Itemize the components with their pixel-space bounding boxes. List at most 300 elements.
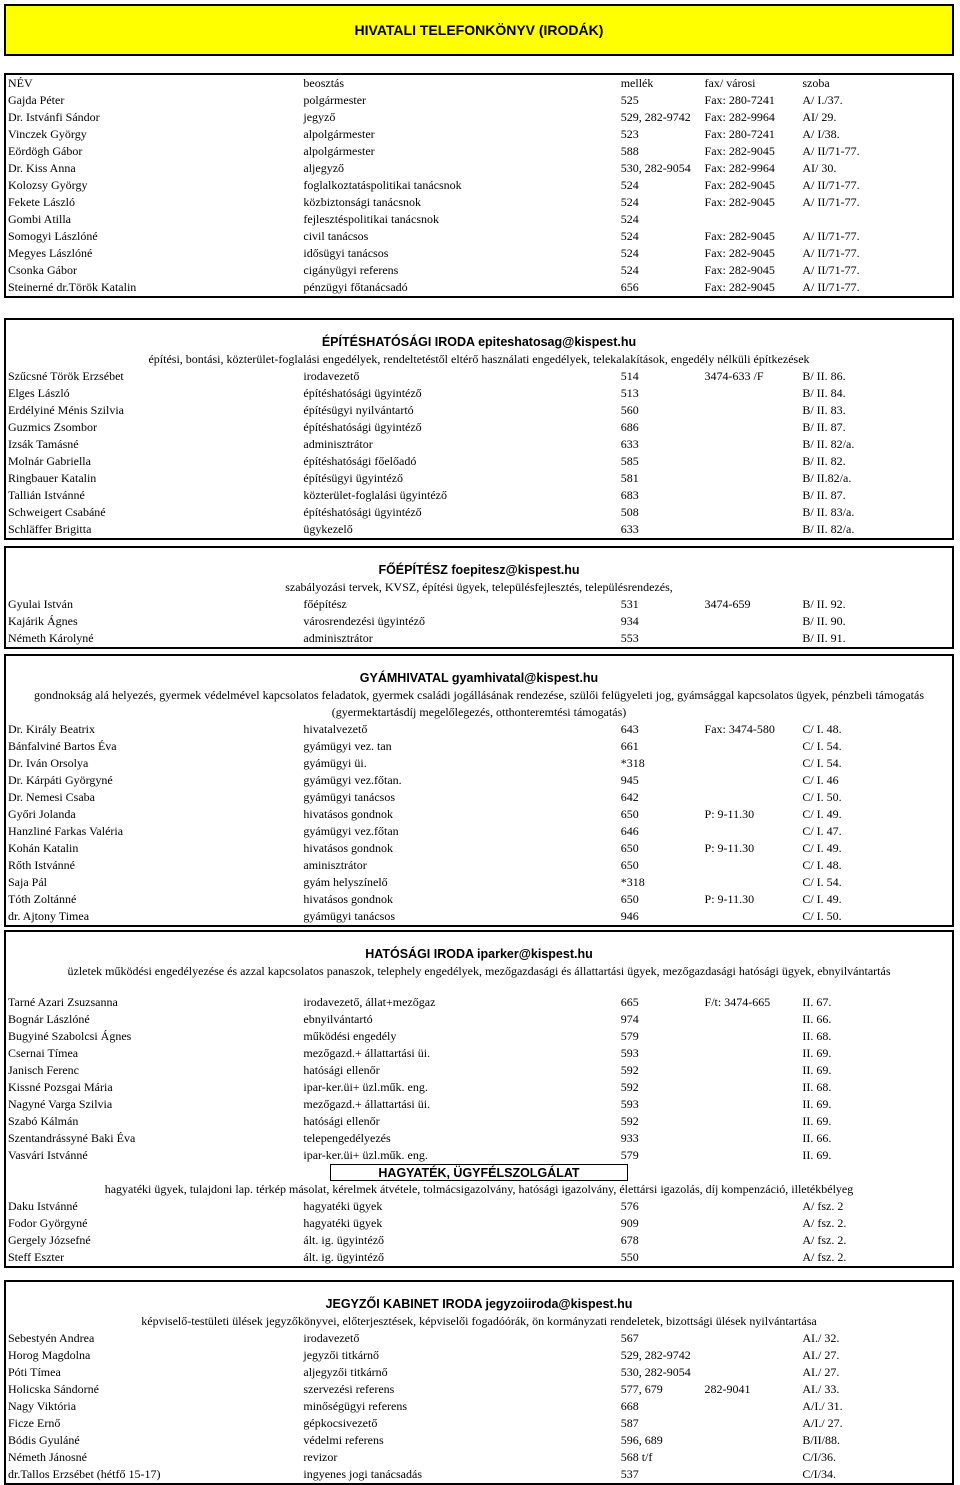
fax-cell [705,385,803,402]
fax-cell [705,402,803,419]
table-row [6,789,952,806]
extension-cell: 537 [620,1467,639,1481]
position-cell: irodavezető, állat+mezőgaz [303,995,436,1009]
name-cell: Steff Eszter [8,1250,65,1264]
table-row [6,470,952,487]
position-cell: építésügyi nyilvántartó [303,403,414,417]
room-cell: A/I./ 31. [802,1399,843,1413]
room-cell: A/ fsz. 2 [802,1199,844,1213]
section-spacer [6,656,952,670]
position-cell: civil tanácsos [303,229,369,243]
extension-cell: 513 [620,386,639,400]
extension-cell: 530, 282-9054 [620,161,691,175]
extension-cell: 525 [620,93,639,107]
room-cell: B/ II. 92. [802,597,846,611]
name-cell: Schweigert Csabáné [8,505,106,519]
fax-cell [705,1215,803,1232]
extension-cell: 592 [620,1114,639,1128]
extension-cell: 514 [620,369,639,383]
extension-cell: mellék [620,76,654,90]
name-cell: Tóth Zoltánné [8,892,77,906]
position-cell: ingyenes jogi tanácsadás [303,1467,423,1481]
extension-cell: 579 [620,1029,639,1043]
table-row [6,1432,952,1449]
table-row [6,521,952,538]
room-cell: B/ II. 87. [802,488,846,502]
room-cell: A/ II/71-77. [802,178,860,192]
name-cell: Gergely Józsefné [8,1233,91,1247]
room-cell: A/ I/38. [802,127,840,141]
fax-cell [705,419,803,436]
fax-cell [705,1364,803,1381]
name-cell: Vinczek György [8,127,87,141]
name-cell: Schläffer Brigitta [8,522,92,536]
name-cell: Sebestyén Andrea [8,1331,95,1345]
name-cell: NÉV [8,76,33,90]
fax-cell: Fax: 282-9964 [704,110,775,124]
room-cell: II. 69. [802,1148,832,1162]
extension-cell: 650 [620,807,639,821]
position-cell: gépkocsivezető [303,1416,378,1430]
extension-cell: 508 [620,505,639,519]
fax-cell [705,1232,803,1249]
fax-cell [705,1045,803,1062]
position-cell: revizor [303,1450,338,1464]
position-cell: hivatásos gondnok [303,892,394,906]
fax-cell [705,436,803,453]
name-cell: Bugyiné Szabolcsi Ágnes [8,1029,132,1043]
room-cell: B/ II. 91. [802,631,846,645]
position-cell: hagyatéki ügyek [303,1216,383,1230]
room-cell: C/ I. 54. [802,739,842,753]
room-cell: B/ II. 82. [802,454,846,468]
name-cell: Hanzliné Farkas Valéria [8,824,124,838]
fax-cell [705,1011,803,1028]
table-row [6,160,952,177]
extension-cell: 524 [620,178,639,192]
section-description: képviselő-testületi ülések jegyzőkönyvei, előterjesztések, képviselői fogadóórák, ön kormányzati rendeletek, bizottsági ülések nyilvántartása [141,1314,817,1328]
position-cell: védelmi referens [303,1433,384,1447]
fax-cell [705,1432,803,1449]
name-cell: dr. Ajtony Timea [8,909,90,923]
name-cell: Ficze Ernő [8,1416,61,1430]
fax-cell: Fax: 282-9045 [704,195,775,209]
name-cell: Gajda Péter [8,93,65,107]
table-row [6,1062,952,1079]
fax-cell [705,789,803,806]
room-cell: II. 68. [802,1080,832,1094]
extension-cell: 592 [620,1063,639,1077]
fax-cell [705,738,803,755]
name-cell: Csernai Tímea [8,1046,79,1060]
table-row [6,402,952,419]
section-hatosagi [4,930,954,1268]
name-cell: Nagyné Varga Szilvia [8,1097,113,1111]
extension-cell: 592 [620,1080,639,1094]
name-cell: Steinerné dr.Török Katalin [8,280,137,294]
position-cell: gyámügyi vez.főtan. [303,773,402,787]
room-cell: A/ II/71-77. [802,246,860,260]
room-cell: C/ I. 48. [802,722,842,736]
fax-cell [705,1147,803,1164]
table-row [6,211,952,228]
section-description: gondnokság alá helyezés, gyermek védelmével kapcsolatos feladatok, gyermek családi jogállásának rendezése, szülői felügyeleti jog, gyámsággal kapcsolatos ügyek, pénzbeli támogatás (gyermektartásdíj megelőlegezés, otthonteremtési támogatás) [33,688,924,719]
table-row [6,721,952,738]
table-row [6,874,952,891]
fax-cell [705,1113,803,1130]
extension-cell: 683 [620,488,639,502]
position-cell: hivatásos gondnok [303,841,394,855]
section-spacer [6,980,952,994]
name-cell: Janisch Ferenc [8,1063,79,1077]
name-cell: Vasvári Istvánné [8,1148,88,1162]
position-cell: hivatásos gondnok [303,807,394,821]
name-cell: Csonka Gábor [8,263,77,277]
fax-cell: Fax: 282-9964 [704,161,775,175]
fax-cell [705,823,803,840]
room-cell: C/I/34. [802,1467,836,1481]
name-cell: Dr. Kárpáti Györgyné [8,773,113,787]
table-row [6,1215,952,1232]
page-title [4,4,954,56]
room-cell: C/ I. 54. [802,875,842,889]
subsection-description: hagyatéki ügyek, tulajdoni lap. térkép másolat, kérelmek átvétele, tolmácsigazolvány, hatósági igazolvány, élettársi igazolás, díj kompenzáció, illetékbélyeg [104,1182,854,1196]
room-cell: II. 69. [802,1114,832,1128]
fax-cell [705,874,803,891]
extension-cell: 678 [620,1233,639,1247]
room-cell [802,211,952,228]
room-cell: B/ II. 83/a. [802,505,855,519]
extension-cell: 553 [620,631,639,645]
position-cell: mezőgazd.+ állattartási üi. [303,1097,431,1111]
room-cell: II. 69. [802,1097,832,1111]
fax-cell [705,772,803,789]
section-spacer [6,1282,952,1296]
extension-cell: 934 [620,614,639,628]
table-row [6,994,952,1011]
room-cell: B/ II. 87. [802,420,846,434]
table-row [6,194,952,211]
extension-cell: 946 [620,909,639,923]
section-main [4,73,954,298]
position-cell: telepengedélyezés [303,1131,391,1145]
name-cell: Győri Jolanda [8,807,76,821]
position-cell: ált. ig. ügyintéző [303,1233,385,1247]
name-cell: Szűcsné Török Erzsébet [8,369,124,383]
name-cell: Németh Jánosné [8,1450,87,1464]
room-cell: C/ I. 47. [802,824,842,838]
fax-cell: 3474-659 [704,597,751,611]
table-row [6,262,952,279]
position-cell: gyámügyi vez.főtan [303,824,399,838]
room-cell: A/ fsz. 2. [802,1216,847,1230]
extension-cell: 593 [620,1097,639,1111]
table-row [6,1466,952,1483]
extension-cell: 665 [620,995,639,1009]
extension-cell: 524 [620,195,639,209]
extension-cell: 523 [620,127,639,141]
position-cell: hagyatéki ügyek [303,1199,383,1213]
fax-cell: P: 9-11.30 [704,807,755,821]
table-row [6,1347,952,1364]
section-description: szabályozási tervek, KVSZ, építési ügyek, településfejlesztés, településrendezés, [285,580,673,594]
extension-cell: *318 [620,875,645,889]
name-cell: Kajárik Ágnes [8,614,78,628]
table-row [6,772,952,789]
table-row [6,1130,952,1147]
section-epiteshatosagi [4,318,954,540]
extension-cell: 933 [620,1131,639,1145]
name-cell: Kohán Katalin [8,841,79,855]
position-cell: mezőgazd.+ állattartási üi. [303,1046,431,1060]
name-cell: dr.Tallos Erzsébet (hétfő 15-17) [8,1467,161,1481]
extension-cell: 529, 282-9742 [620,110,691,124]
position-cell: adminisztrátor [303,631,373,645]
fax-cell: Fax: 282-9045 [704,178,775,192]
position-cell: gyámügyi tanácsos [303,909,396,923]
table-row [6,1381,952,1398]
table-row [6,1045,952,1062]
name-cell: Bánfalviné Bartos Éva [8,739,117,753]
room-cell: AI./ 33. [802,1382,840,1396]
table-row [6,1028,952,1045]
room-cell: B/ II. 86. [802,369,846,383]
section-gyamhivatal [4,654,954,927]
extension-cell: 974 [620,1012,639,1026]
fax-cell [705,453,803,470]
extension-cell: 560 [620,403,639,417]
fax-cell: Fax: 282-9045 [704,280,775,294]
extension-cell: 650 [620,858,639,872]
room-cell: II. 66. [802,1012,832,1026]
room-cell: A/ II/71-77. [802,229,860,243]
name-cell: Bódis Gyuláné [8,1433,80,1447]
table-row [6,1096,952,1113]
extension-cell: 588 [620,144,639,158]
table-row [6,1147,952,1164]
table-row [6,126,952,143]
table-row [6,738,952,755]
name-cell: Horog Magdolna [8,1348,91,1362]
position-cell: alpolgármester [303,127,375,141]
extension-cell: 577, 679 [620,1382,663,1396]
room-cell: AI./ 27. [802,1365,840,1379]
extension-cell: 581 [620,471,639,485]
room-cell: B/ II. 90. [802,614,846,628]
extension-cell: 576 [620,1199,639,1213]
position-cell: ipar-ker.üi+ üzl.műk. eng. [303,1080,428,1094]
fax-cell [705,1347,803,1364]
table-row [6,1449,952,1466]
extension-cell: 646 [620,824,639,838]
fax-cell [705,1096,803,1113]
fax-cell [705,1415,803,1432]
name-cell: Kissné Pozsgai Mária [8,1080,113,1094]
name-cell: Gyulai István [8,597,73,611]
name-cell: Dr. Kiss Anna [8,161,76,175]
room-cell: AI./ 27. [802,1348,840,1362]
extension-cell: 524 [620,263,639,277]
room-cell: A/I./ 27. [802,1416,843,1430]
fax-cell [705,1130,803,1147]
extension-cell: 633 [620,522,639,536]
name-cell: Ringbauer Katalin [8,471,97,485]
position-cell: minőségügyi referens [303,1399,408,1413]
table-row [6,279,952,296]
name-cell: Saja Pál [8,875,47,889]
room-cell: II. 66. [802,1131,832,1145]
position-cell: gyámügyi vez. tan [303,739,392,753]
fax-cell [705,504,803,521]
room-cell: C/ I. 50. [802,909,842,923]
name-cell: Guzmics Zsombor [8,420,97,434]
position-cell: hatósági ellenőr [303,1114,380,1128]
section-spacer [6,320,952,334]
table-row [6,245,952,262]
room-cell: A/ II/71-77. [802,280,860,294]
position-cell: irodavezető [303,1331,360,1345]
fax-cell [705,1398,803,1415]
room-cell: szoba [802,76,830,90]
fax-cell [705,211,803,228]
room-cell: C/ I. 48. [802,858,842,872]
extension-cell: 531 [620,597,639,611]
table-row [6,419,952,436]
fax-cell: Fax: 282-9045 [704,229,775,243]
fax-cell [705,755,803,772]
extension-cell: 524 [620,229,639,243]
table-row [6,487,952,504]
extension-cell: 524 [620,212,639,226]
room-cell: B/ II.82/a. [802,471,852,485]
table-row [6,857,952,874]
position-cell: ipar-ker.üi+ üzl.műk. eng. [303,1148,428,1162]
name-cell: Fodor Györgyné [8,1216,88,1230]
room-cell: C/ I. 49. [802,807,842,821]
extension-cell: 650 [620,841,639,855]
position-cell: irodavezető [303,369,360,383]
table-row [6,1249,952,1266]
table-row [6,109,952,126]
room-cell: B/ II. 82/a. [802,437,855,451]
extension-cell: 567 [620,1331,639,1345]
section-description: üzletek működési engedélyezése és azzal kapcsolatos panaszok, telephely engedélyek, mezőgazdasági és állattartási ügyek, mezőgazdasági hatósági ügyek, ebnyilvántartás [67,964,891,978]
name-cell: Elges László [8,386,70,400]
section-description: építési, bontási, közterület-foglalási engedélyek, rendeltetéstől eltérő használati engedélyek, telekalakítások, engedély nélküli építkezések [148,352,810,366]
position-cell: jegyzői titkárnő [303,1348,380,1362]
name-cell: Molnár Gabriella [8,454,91,468]
table-row [6,1398,952,1415]
position-cell: gyámügyi tanácsos [303,790,396,804]
fax-cell [705,1466,803,1483]
name-cell: Somogyi Lászlóné [8,229,98,243]
fax-cell: fax/ városi [704,76,756,90]
section-jegyzoi-kabinet [4,1280,954,1485]
extension-cell: 568 t/f [620,1450,653,1464]
table-row [6,908,952,925]
fax-cell: F/t: 3474-665 [704,995,771,1009]
extension-cell: 579 [620,1148,639,1162]
extension-cell: 650 [620,892,639,906]
position-cell: építéshatósági ügyintéző [303,505,422,519]
room-cell: A/ II/71-77. [802,195,860,209]
subsection-title: HAGYATÉK, ÜGYFÉLSZOLGÁLAT [330,1164,628,1181]
position-cell: szervezési referens [303,1382,395,1396]
name-cell: Tallián Istvánné [8,488,85,502]
extension-cell: 633 [620,437,639,451]
room-cell: AI/ 29. [802,110,837,124]
fax-cell: P: 9-11.30 [704,841,755,855]
fax-cell: P: 9-11.30 [704,892,755,906]
position-cell: városrendezési ügyintéző [303,614,425,628]
table-row [6,891,952,908]
room-cell: C/I/36. [802,1450,836,1464]
table-row [6,1232,952,1249]
position-cell: működési engedély [303,1029,397,1043]
position-cell: ált. ig. ügyintéző [303,1250,385,1264]
table-row [6,368,952,385]
room-cell: II. 68. [802,1029,832,1043]
section-title: FŐÉPÍTÉSZ foepitesz@kispest.hu [378,563,580,577]
fax-cell [705,1249,803,1266]
position-cell: hivatalvezető [303,722,368,736]
table-row [6,1079,952,1096]
extension-cell: 593 [620,1046,639,1060]
position-cell: polgármester [303,93,367,107]
extension-cell: 661 [620,739,639,753]
table-row [6,177,952,194]
fax-cell [705,630,803,647]
title-text: HIVATALI TELEFONKÖNYV (IRODÁK) [354,22,604,38]
fax-cell [705,1449,803,1466]
position-cell: adminisztrátor [303,437,373,451]
name-cell: Daku Istvánné [8,1199,78,1213]
fax-cell [705,1330,803,1347]
section-title: HATÓSÁGI IRODA iparker@kispest.hu [365,947,593,961]
position-cell: gyám helyszínelő [303,875,388,889]
room-cell: A/ fsz. 2. [802,1250,847,1264]
name-cell: Tarné Azari Zsuzsanna [8,995,118,1009]
position-cell: aljegyző [303,161,345,175]
extension-cell: 686 [620,420,639,434]
name-cell: Holicska Sándorné [8,1382,99,1396]
position-cell: ügykezelő [303,522,353,536]
extension-cell: 596, 689 [620,1433,663,1447]
table-row [6,596,952,613]
fax-cell: Fax: 280-7241 [704,93,775,107]
table-row [6,92,952,109]
table-row [6,1011,952,1028]
section-title: GYÁMHIVATAL gyamhivatal@kispest.hu [359,671,599,685]
fax-cell [705,487,803,504]
fax-cell: Fax: 282-9045 [704,263,775,277]
extension-cell: 550 [620,1250,639,1264]
extension-cell: 945 [620,773,639,787]
name-cell: Dr. Iván Orsolya [8,756,89,770]
extension-cell: 587 [620,1416,639,1430]
position-cell: foglalkoztatáspolitikai tanácsnok [303,178,462,192]
position-cell: alpolgármester [303,144,375,158]
position-cell: aljegyzői titkárnő [303,1365,388,1379]
position-cell: fejlesztéspolitikai tanácsnok [303,212,439,226]
position-cell: aminisztrátor [303,858,367,872]
room-cell: II. 69. [802,1063,832,1077]
room-cell: C/ I. 46 [802,773,839,787]
fax-cell [705,521,803,538]
table-row [6,504,952,521]
room-cell: C/ I. 49. [802,841,842,855]
extension-cell: 643 [620,722,639,736]
